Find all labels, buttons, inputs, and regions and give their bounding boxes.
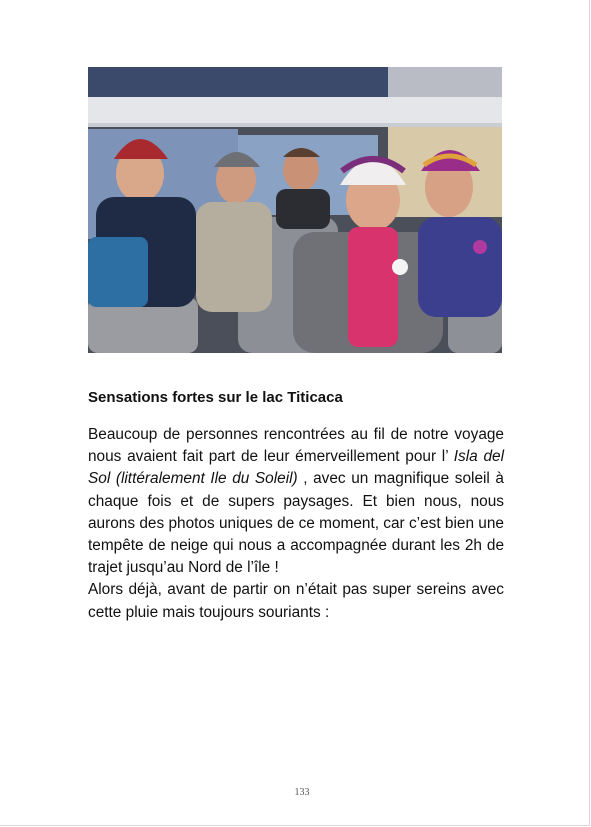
group-photo: [88, 67, 502, 353]
paragraph-1-italic-place: Isla del Sol (littéralement Ile du Soleil): [88, 448, 504, 488]
article-body: [88, 424, 504, 624]
paragraph-1: [88, 424, 504, 579]
paragraph-1-text-start: Beaucoup de personnes rencontrées au fil de notre voyage nous avaient fait part de leur émerveillement pour l’: [88, 426, 504, 466]
section-title: Sensations fortes sur le lac Titicaca: [88, 389, 343, 406]
paragraph-2: Alors déjà, avant de partir on n’était pas super sereins avec cette pluie mais toujours souriants :: [88, 581, 504, 621]
paragraph-1-text-end: , avec un magnifique soleil à chaque fois et de supers paysages. Et bien nous, nous aurons des photos uniques de ce moment, car c’est bien une tempête de neige qui nous a accompagnée durant les 2h de trajet jusqu’au Nord de l’île !: [88, 470, 504, 577]
group-photo-illustration: [88, 67, 502, 353]
page-number: 133: [294, 787, 310, 798]
